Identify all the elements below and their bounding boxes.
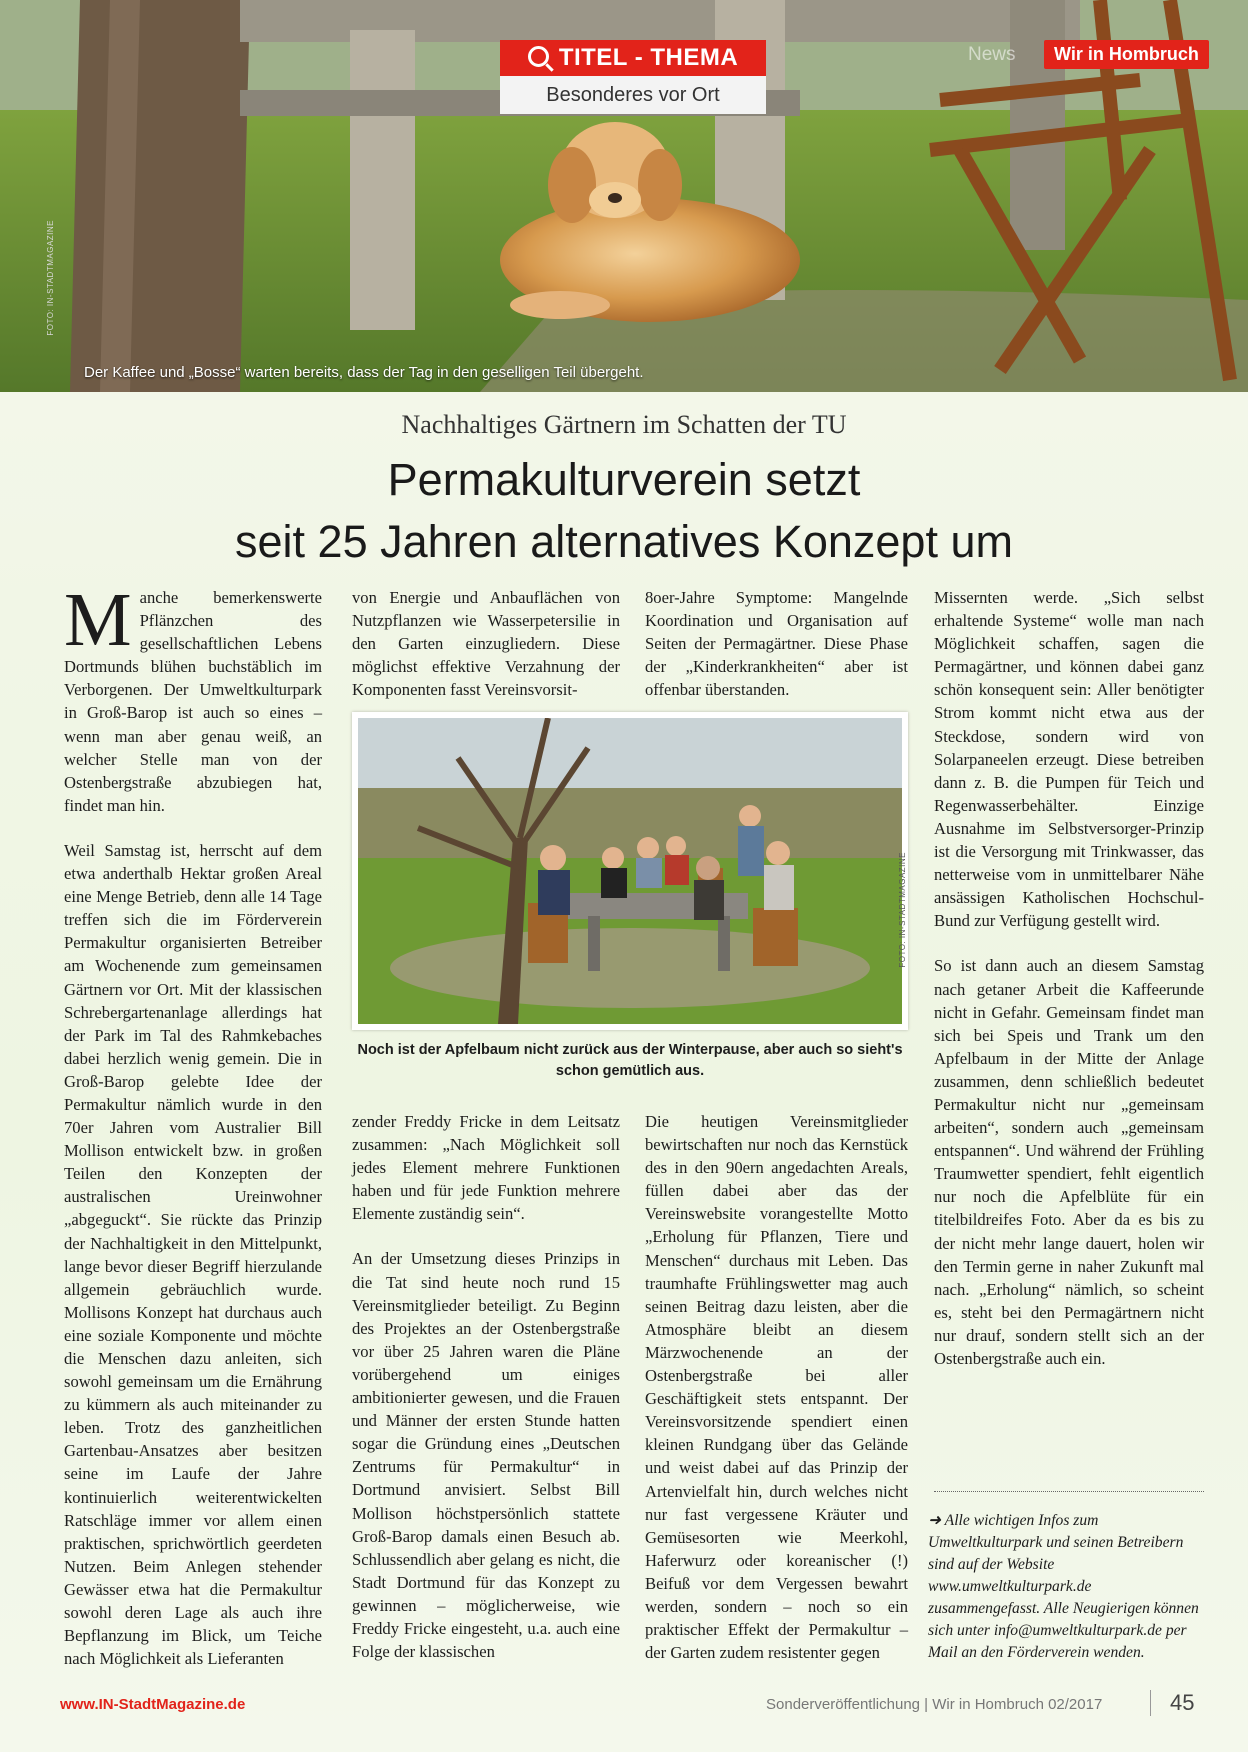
headline-line-2: seit 25 Jahren alternatives Konzept um [235,516,1013,567]
column-2-bottom [352,1110,620,1663]
column-3-bottom [645,1110,908,1664]
paragraph: So ist dann auch an diesem Samstag nach getaner Arbeit die Kaffeerunde nicht in Gefahr. Gemeinsam findet man sich bei Speis und Trank um den Apfelbaum in der Mitte der Anlage zusammen, denn schließlich bedeutet Permakultur nicht nur „gemeinsam arbeiten“, sondern auch „gemeinsam entspannen“. Und während der Frühling Traumwetter spendiert, fehlt eigentlich nur noch die Apfelblüte für ein titelbildreifes Foto. Aber da es bis zu der nicht mehr lange dauert, holen wir den Termin gerne in naher Zukunft mal nach. „Erholung“ nämlich, so scheint es, steht bei den Permagärtnern nicht nur drauf, sondern stellt sich an der Ostenbergstraße auch ein. [934,956,1204,1368]
section-title-text: TITEL - THEMA [558,44,739,71]
info-box: ➜ Alle wichtigen Infos zum Umweltkulturpark und seinen Betreibern sind auf der Website www.umweltkulturpark.de zusammengefasst. Alle Neugierigen können sich unter info@umweltkulturpark.de per Mail an den Förderverein wenden. [928,1512,1199,1661]
section-subtitle: Besonderes vor Ort [500,76,766,114]
paragraph: An der Umsetzung dieses Prinzips in die Tat sind heute noch rund 15 Vereinsmitglieder beteiligt. Zu Beginn des Projektes an der Ostenbergstraße vor über 25 Jahren waren die Pläne vorübergehend um einiges ambitionierter gewesen, und die Frauen und Männer der ersten Stunde hatten sogar die Gründung eines „Deutschen Zentrums für Permakultur“ in Dortmund anvisiert. Selbst Bill Mollison höchstpersönlich stattete Groß-Barop damals einen Besuch ab. Schlussendlich aber gelang es nicht, die Stadt Dortmund für das Konzept zu gewinnen – möglicherweise, wie Freddy Fricke eingesteht, u.a. auch eine Folge der klassischen [352,1249,620,1662]
garden-photo [352,712,908,1030]
article-kicker: Nachhaltiges Gärtnern im Schatten der TU [401,410,847,439]
footer-website-link[interactable]: www.IN-StadtMagazine.de [60,1696,246,1713]
column-2-top [352,586,620,701]
paragraph: Missernten werde. „Sich selbst erhaltende Systeme“ wolle man nach Möglichkeit schaffen, sagen die Permagärtner, und können dabei ganz schön konsequent sein: Aller benötigter Strom kommt nicht etwa aus der Steckdose, sondern wird von Solarpaneelen erzeugt. Diese betreiben dann z. B. die Pumpen für Teich und Regenwasserbehälter. Einzige Ausnahme im Selbstversorger-Prinzip ist die Versorgung mit Trinkwasser, das netterweise vom in unmittelbarer Nähe ansässigen Katholischen Hochschul-Bund zur Verfügung gestellt wird. [934,588,1204,931]
column-1 [64,578,322,1670]
news-label: News [968,44,1016,65]
garden-photo-illustration [358,718,902,1024]
paragraph: von Energie und Anbauflächen von Nutzpflanzen wie Wasserpetersilie in den Garten einzugliedern. Diese möglichst effektive Verzahnung der Komponenten fasst Vereinsvorsit- [352,588,620,700]
inset-photo-credit: FOTO: IN-STADTMAGAZINE [898,852,907,968]
paragraph: Weil Samstag ist, herrscht auf dem etwa anderthalb Hektar großen Areal eine Menge Betrieb, denn alle 14 Tage treffen sich die im Förderverein Permakultur organisierten Betreiber am Wochenende zum gemeinsamen Gärtnern vor Ort. Mit der klassischen Schrebergartenanlage allerdings hat der Park im Tal des Rahmkebaches dabei herzlich wenig gemein. Die in Groß-Barop gelebte Idee der Permakultur nämlich wurde in den 70er Jahren vom Australier Bill Mollison entwickelt bzw. in großen Teilen den Konzepten der australischen Ureinwohner „abgeguckt“. Sie rückte das Prinzip der Nachhaltigkeit in den Mittelpunkt, lange bevor dieser Begriff hierzulande allgemein gebräuchlich wurde. Mollisons Konzept hat durchaus auch eine soziale Komponente und möchte die Menschen dazu anleiten, sich sowohl gemeinsam um die Ernährung zu kümmern als auch miteinander zu leben. Trotz des ganzheitlichen Gartenbau-Ansatzes aber besitzen seine im Laufe der Jahre kontinuierlich weiterentwickelten Ratschläge immer vor allem einen praktischen, sprichwörtlich geerdeten Nutzen. Beim Anlegen stehender Gewässer etwa hat die Permakultur sowohl deren Lage als auch ihre Bepflanzung im Blick, um Teiche nach Möglichkeit als Lieferanten [64,840,322,1669]
footer-publication: Sonderveröffentlichung | Wir in Hombruch 02/2017 [766,1696,1103,1713]
section-title [500,40,766,76]
footer-separator [1150,1690,1151,1716]
drop-cap: M [64,578,132,662]
column-4 [934,586,1204,1370]
infobox-divider [934,1491,1204,1492]
paragraph: 8oer-Jahre Symptome: Mangelnde Koordination und Organisation auf Seiten der Permagärtner. Diese Phase der „Kinderkrankheiten“ aber ist offenbar überstanden. [645,588,908,700]
page-number: 45 [1170,1690,1195,1715]
section-badge: Wir in Hombruch [1044,40,1209,69]
paragraph-text: anche bemerkenswerte Pflänzchen des gesellschaftlichen Lebens Dortmunds blühen buchstäblich im Verborgenen. Der Umweltkulturpark in Groß-Barop ist auch so eines – wenn man aber genau weiß, an welcher Stelle man von der Ostenbergstraße abzubiegen hat, findet man hin. [64,588,322,815]
photo-caption: Noch ist der Apfelbaum nicht zurück aus der Winterpause, aber auch so sieht's schon gemütlich aus. [357,1042,903,1079]
headline-line-1: Permakulturverein setzt [387,454,861,505]
hero-caption: Der Kaffee und „Bosse“ warten bereits, dass der Tag in den geselligen Teil übergeht. [84,364,644,381]
hero-photo-credit: FOTO: IN-STADTMAGAZINE [46,220,55,336]
paragraph [64,578,322,817]
section-title-box [500,40,766,114]
column-3-top [645,586,908,701]
magnifier-icon [528,46,549,67]
paragraph: Die heutigen Vereinsmitglieder bewirtschaften nur noch das Kernstück des in den 90ern angedachten Areals, füllen dabei aber das der Vereinswebsite vorangestellte Motto „Erholung für Pflanzen, Tiere und Menschen“ durchaus mit Leben. Das traumhafte Frühlingswetter mag auch seinen Beitrag dazu leisten, aber die Atmosphäre bleibt an diesem Märzwochenende an der Ostenbergstraße bei aller Geschäftigkeit stets entspannt. Der Vereinsvorsitzende spendiert einen kleinen Rundgang über das Gelände und weist dabei auf das Prinzip der Artenvielfalt hin, durch welches nicht nur fast vergessene Kräuter und Gemüsesorten wie Meerkohl, Haferwurz oder koreanischer (!) Beifuß vor dem Vergessen bewahrt werden, sondern – noch so ein praktischer Effekt der Permakultur – der Garten zudem resistenter gegen [645,1112,908,1663]
paragraph: zender Freddy Fricke in dem Leitsatz zusammen: „Nach Möglichkeit soll jedes Element mehrere Funktionen haben und für jede Funktion mehrere Elemente zuständig sein“. [352,1112,620,1224]
